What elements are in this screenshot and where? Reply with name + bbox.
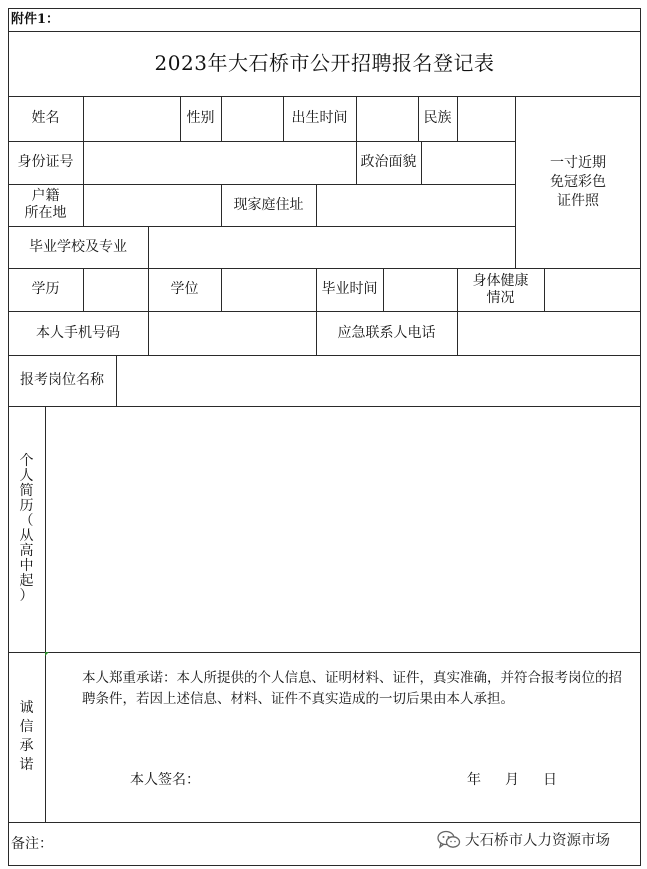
date-year-label: 年 <box>467 772 481 788</box>
id-field[interactable] <box>84 142 356 184</box>
label-hukou: 户籍 所在地 <box>24 188 67 221</box>
label-birth: 出生时间 <box>291 110 348 126</box>
label-education: 学历 <box>31 281 60 297</box>
cell-marker <box>45 652 49 656</box>
label-address: 现家庭住址 <box>233 196 304 213</box>
health-field[interactable] <box>545 269 640 311</box>
label-phone: 本人手机号码 <box>36 324 120 341</box>
watermark-text: 大石桥市人力资源市场 <box>465 833 610 849</box>
phone-field[interactable] <box>149 312 316 355</box>
signature-label: 本人签名： <box>130 772 200 788</box>
form-title: 2023年大石桥市公开招聘报名登记表 <box>154 51 495 75</box>
date-month-label: 月 <box>505 772 519 788</box>
grad-time-field[interactable] <box>384 269 457 311</box>
label-resume: 个 人 简 历 （ 从 高 中 起 ） <box>19 453 34 604</box>
row-line-9 <box>8 652 641 653</box>
label-grad-time: 毕业时间 <box>321 281 378 297</box>
remarks-field[interactable] <box>60 823 420 865</box>
political-field[interactable] <box>422 142 515 184</box>
label-political: 政治面貌 <box>360 154 417 170</box>
hukou-field[interactable] <box>84 185 221 226</box>
gender-field[interactable] <box>222 97 283 141</box>
label-emergency: 应急联系人电话 <box>337 324 436 341</box>
remarks-label: 备注： <box>11 836 53 852</box>
attachment-label: 附件1： <box>11 12 60 27</box>
outer-border-right <box>640 8 641 866</box>
photo-placeholder[interactable]: 一寸近期 免冠彩色 证件照 <box>550 154 606 209</box>
birth-field[interactable] <box>357 97 418 141</box>
emergency-field[interactable] <box>458 312 640 355</box>
label-degree: 学位 <box>170 281 199 297</box>
label-pledge: 诚 信 承 诺 <box>19 700 34 773</box>
signature-field[interactable] <box>202 768 422 792</box>
label-ethnicity: 民族 <box>423 110 452 126</box>
label-id: 身份证号 <box>17 154 74 170</box>
label-gender: 性别 <box>186 110 215 126</box>
date-day-label: 日 <box>543 772 557 788</box>
education-field[interactable] <box>84 269 148 311</box>
name-field[interactable] <box>84 97 180 141</box>
outer-border-top <box>8 8 641 9</box>
wechat-icon <box>437 830 461 850</box>
degree-field[interactable] <box>222 269 316 311</box>
outer-border-bottom <box>8 865 641 866</box>
label-name: 姓名 <box>31 110 60 126</box>
school-field[interactable] <box>149 227 515 268</box>
pledge-text: 本人郑重承诺：本人所提供的个人信息、证明材料、证件，真实准确，并符合报考岗位的招聘条件，若因上述信息、材料、证件不真实造成的一切后果由本人承担。 <box>82 670 622 707</box>
position-field[interactable] <box>117 356 640 406</box>
address-field[interactable] <box>317 185 515 226</box>
label-school: 毕业学校及专业 <box>29 238 127 255</box>
label-position: 报考岗位名称 <box>20 372 104 388</box>
ethnicity-field[interactable] <box>458 97 515 141</box>
resume-field[interactable] <box>46 407 640 652</box>
label-health: 身体健康 情况 <box>472 272 529 306</box>
